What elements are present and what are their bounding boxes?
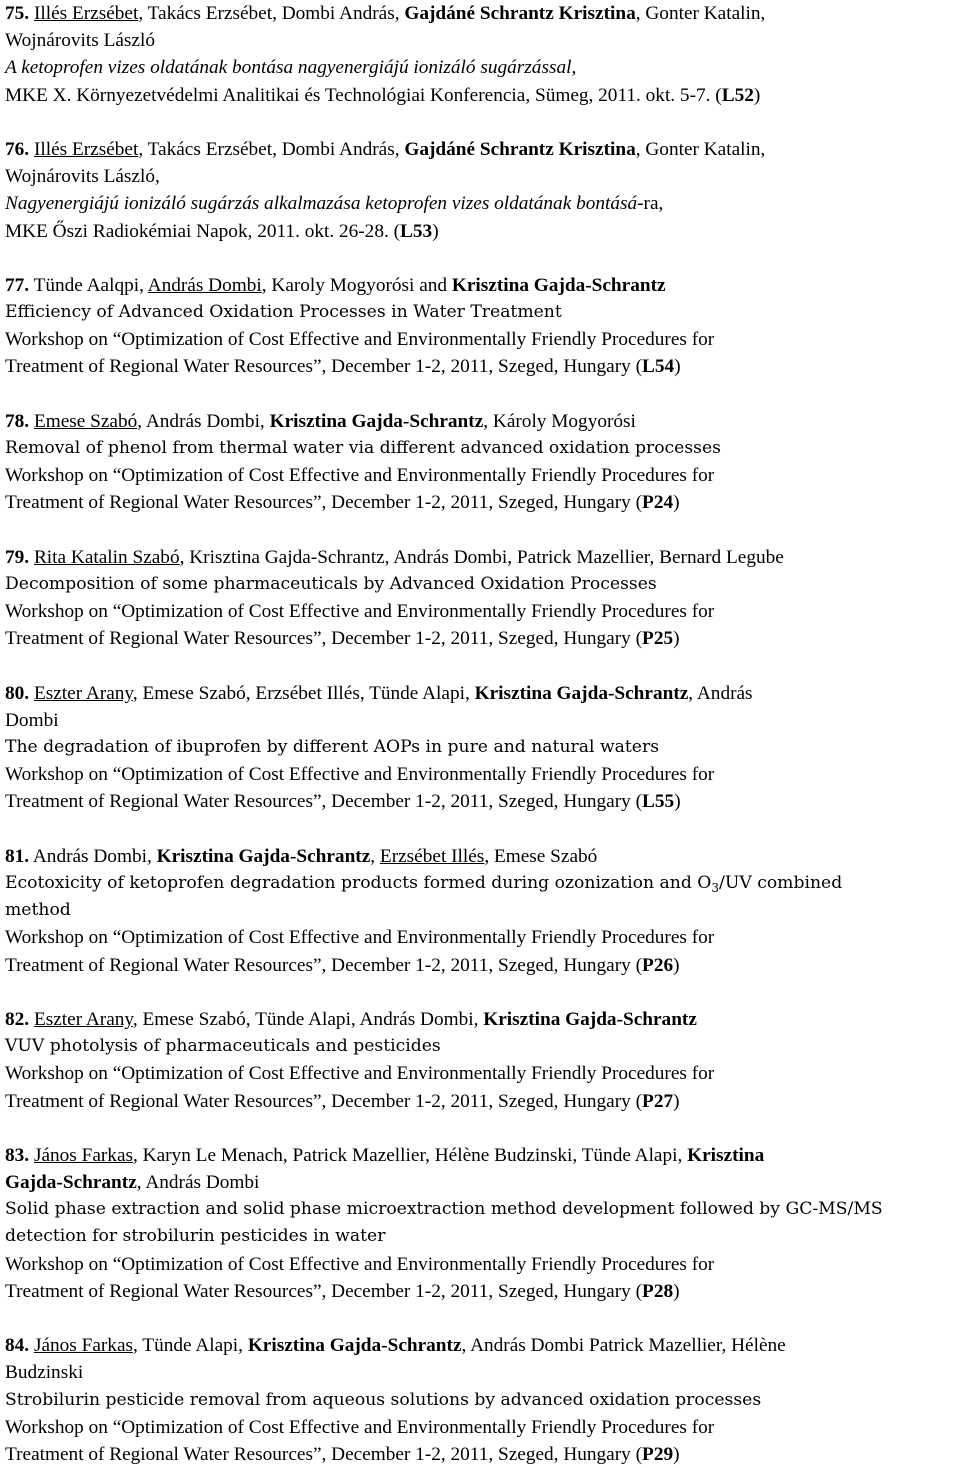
presentation-code: L55 [642,791,675,813]
publication-title-continued: method [5,900,71,921]
authors-text: , Gonter Katalin, [635,3,766,24]
publication-title: Efficiency of Advanced Oxidation Processes in Water Treatment [5,302,562,323]
authors-text: , Tünde Alapi, [133,1335,248,1357]
entry-number: 78. [5,410,30,432]
authors-text: , András Dombi, [137,410,270,432]
title-text: /UV combined [719,873,843,893]
publication-entry-83 [5,1142,960,1305]
entry-number: 82. [5,1008,30,1030]
author-bold: Krisztina Gajda-Schrantz [247,1335,462,1357]
author-underlined: Illés Erzsébet [33,138,139,160]
author-bold: Gajdáné Schrantz Krisztina [404,3,636,24]
venue-text: Treatment of Regional Water Resources”, December 1-2, 2011, Szeged, Hungary ( [5,1443,643,1465]
workshop-line: Workshop on “Optimization of Cost Effective and Environmentally Friendly Procedures for [5,1253,715,1275]
publication-title: A ketoprofen vizes oldatának bontása nagyenergiájú ionizáló sugárzással, [5,57,577,79]
venue-text: Treatment of Regional Water Resources”, December 1-2, 2011, Szeged, Hungary ( [5,791,643,813]
author-bold: Krisztina Gajda-Schrantz [451,274,666,296]
author-underlined: András Dombi [147,274,262,296]
presentation-code: P26 [642,954,674,976]
publication-title: VUV photolysis of pharmaceuticals and pesticides [5,1036,441,1057]
author-underlined: Rita Katalin Szabó [33,546,180,568]
title-suffix: -ra, [637,193,664,215]
venue-line [5,218,960,245]
workshop-venue-line [5,625,960,652]
entry-number: 76. [5,138,30,160]
publication-title: Decomposition of some pharmaceuticals by Advanced Oxidation Processes [5,573,657,594]
authors-line [5,136,960,163]
publication-entry-76 [5,136,960,245]
workshop-venue-line [5,1088,960,1115]
publication-title: Solid phase extraction and solid phase microextraction method development followed by GC-MS/MS [5,1199,883,1220]
publication-title: Strobilurin pesticide removal from aqueous solutions by advanced oxidation processes [5,1389,762,1410]
publication-title-continued: detection for strobilurin pesticides in water [5,1226,386,1247]
publication-title: The degradation of ibuprofen by different AOPs in pure and natural waters [5,737,660,758]
authors-line [5,680,960,707]
publication-title [5,870,960,897]
entry-number: 77. [5,274,30,296]
authors-text: Tünde Aalqpi, [33,274,148,296]
authors-line-continued [5,1169,960,1196]
authors-line [5,544,960,571]
subscript: 3 [711,881,720,895]
venue-text: Treatment of Regional Water Resources”, December 1-2, 2011, Szeged, Hungary ( [5,492,643,514]
venue-text: ) [753,84,761,106]
venue-text: ) [673,1280,680,1302]
workshop-venue-line [5,489,960,516]
presentation-code: P28 [642,1280,674,1302]
venue-text: ) [673,628,680,650]
authors-text: , Takács Erzsébet, Dombi András, [138,3,405,24]
entry-number: 80. [5,682,30,704]
publication-entry-84 [5,1332,960,1468]
author-bold: Gajdáné Schrantz Krisztina [404,138,636,160]
publication-title [5,190,960,217]
workshop-line: Workshop on “Optimization of Cost Effective and Environmentally Friendly Procedures for [5,927,715,949]
authors-line [5,1332,960,1359]
entry-number: 84. [5,1335,30,1357]
presentation-code: P27 [642,1090,674,1112]
author-underlined: Erzsébet Illés [379,845,485,867]
author-underlined: János Farkas [33,1144,134,1166]
venue-text: ) [673,1443,680,1465]
workshop-venue-line [5,952,960,979]
workshop-line: Workshop on “Optimization of Cost Effective and Environmentally Friendly Procedures for [5,465,715,487]
authors-text: , Karoly Mogyorósi and [261,274,452,296]
publication-entry-75 [5,0,960,109]
entry-number: 79. [5,546,30,568]
author-underlined: Eszter Arany [33,1008,133,1030]
author-bold: Gajda-Schrantz [5,1172,137,1194]
workshop-venue-line [5,788,960,815]
author-bold: Krisztina Gajda-Schrantz [483,1008,697,1030]
presentation-code: L54 [642,356,675,378]
authors-line [5,843,960,870]
authors-text: , Károly Mogyorósi [483,410,636,432]
publication-entry-80 [5,680,960,816]
publication-entry-81 [5,843,960,979]
venue-text: ) [674,791,681,813]
authors-text: , András Dombi Patrick Mazellier, Hélène [461,1335,786,1357]
presentation-code: P25 [642,628,674,650]
author-bold: Krisztina Gajda-Schrantz [156,845,371,867]
publication-entry-78 [5,408,960,517]
authors-text: , András Dombi [136,1172,260,1194]
venue-text: MKE Őszi Radiokémiai Napok, 2011. okt. 26-28. ( [5,220,401,242]
entry-number: 75. [5,3,30,24]
authors-text: , Gonter Katalin, [635,138,766,160]
venue-text: Treatment of Regional Water Resources”, December 1-2, 2011, Szeged, Hungary ( [5,356,643,378]
author-underlined: Emese Szabó [33,410,138,432]
author-underlined: Eszter Arany [33,682,133,704]
venue-text: Treatment of Regional Water Resources”, December 1-2, 2011, Szeged, Hungary ( [5,1090,643,1112]
venue-text: ) [432,220,439,242]
authors-line [5,0,960,27]
venue-text: Treatment of Regional Water Resources”, December 1-2, 2011, Szeged, Hungary ( [5,954,643,976]
venue-text: MKE X. Környezetvédelmi Analitikai és Technológiai Konferencia, Sümeg, 2011. okt. 5-7. ( [5,84,722,106]
venue-line [5,82,960,109]
presentation-code: P24 [642,492,674,514]
title-text: Ecotoxicity of ketoprofen degradation products formed during ozonization and O [5,873,712,893]
publication-entry-77 [5,272,960,381]
entry-number: 81. [5,845,30,867]
presentation-code: L53 [400,220,433,242]
workshop-venue-line [5,1278,960,1305]
author-bold: Krisztina Gajda-Schrantz [269,410,484,432]
authors-text: , Karyn Le Menach, Patrick Mazellier, Hélène Budzinski, Tünde Alapi, [133,1144,688,1166]
venue-text: ) [673,492,680,514]
workshop-line: Workshop on “Optimization of Cost Effective and Environmentally Friendly Procedures for [5,1063,715,1085]
author-bold: Krisztina [687,1144,765,1166]
author-underlined: János Farkas [33,1335,134,1357]
authors-line-continued: Budzinski [5,1362,84,1384]
venue-text: Treatment of Regional Water Resources”, December 1-2, 2011, Szeged, Hungary ( [5,1280,643,1302]
authors-text: , András [688,682,753,704]
authors-line [5,408,960,435]
workshop-line: Workshop on “Optimization of Cost Effective and Environmentally Friendly Procedures for [5,601,715,623]
authors-text: , Takács Erzsébet, Dombi András, [138,138,405,160]
workshop-venue-line [5,353,960,380]
authors-text: , Emese Szabó, Erzsébet Illés, Tünde Alapi, [132,682,475,704]
authors-line [5,1142,960,1169]
authors-line-continued: Wojnárovits László [5,30,155,52]
publication-entry-79 [5,544,960,653]
venue-text: Treatment of Regional Water Resources”, December 1-2, 2011, Szeged, Hungary ( [5,628,643,650]
authors-text: András Dombi, [32,845,157,867]
authors-text: , Emese Szabó, Tünde Alapi, András Dombi, [132,1008,484,1030]
workshop-venue-line [5,1441,960,1468]
publication-entry-82 [5,1006,960,1115]
workshop-line: Workshop on “Optimization of Cost Effective and Environmentally Friendly Procedures for [5,764,715,786]
authors-text: , Emese Szabó [484,845,598,867]
presentation-code: P29 [642,1443,674,1465]
workshop-line: Workshop on “Optimization of Cost Effective and Environmentally Friendly Procedures for [5,329,715,351]
venue-text: ) [673,1090,680,1112]
venue-text: ) [674,356,681,378]
publication-title: Removal of phenol from thermal water via different advanced oxidation processes [5,438,721,458]
entry-number: 83. [5,1144,30,1166]
venue-text: ) [673,954,680,976]
author-underlined: Illés Erzsébet [33,3,139,24]
author-bold: Krisztina Gajda-Schrantz [474,682,689,704]
authors-line-continued: Wojnárovits László, [5,166,160,188]
workshop-line: Workshop on “Optimization of Cost Effective and Environmentally Friendly Procedures for [5,1416,715,1438]
authors-line [5,272,960,299]
presentation-code: L52 [721,84,754,106]
authors-text: , [370,845,380,867]
authors-line-continued: Dombi [5,709,59,731]
authors-line [5,1006,960,1033]
title-text: Nagyenergiájú ionizáló sugárzás alkalmazása ketoprofen vizes oldatának bontásá [5,193,638,215]
authors-text: , Krisztina Gajda-Schrantz, András Dombi, Patrick Mazellier, Bernard Legube [179,546,784,568]
